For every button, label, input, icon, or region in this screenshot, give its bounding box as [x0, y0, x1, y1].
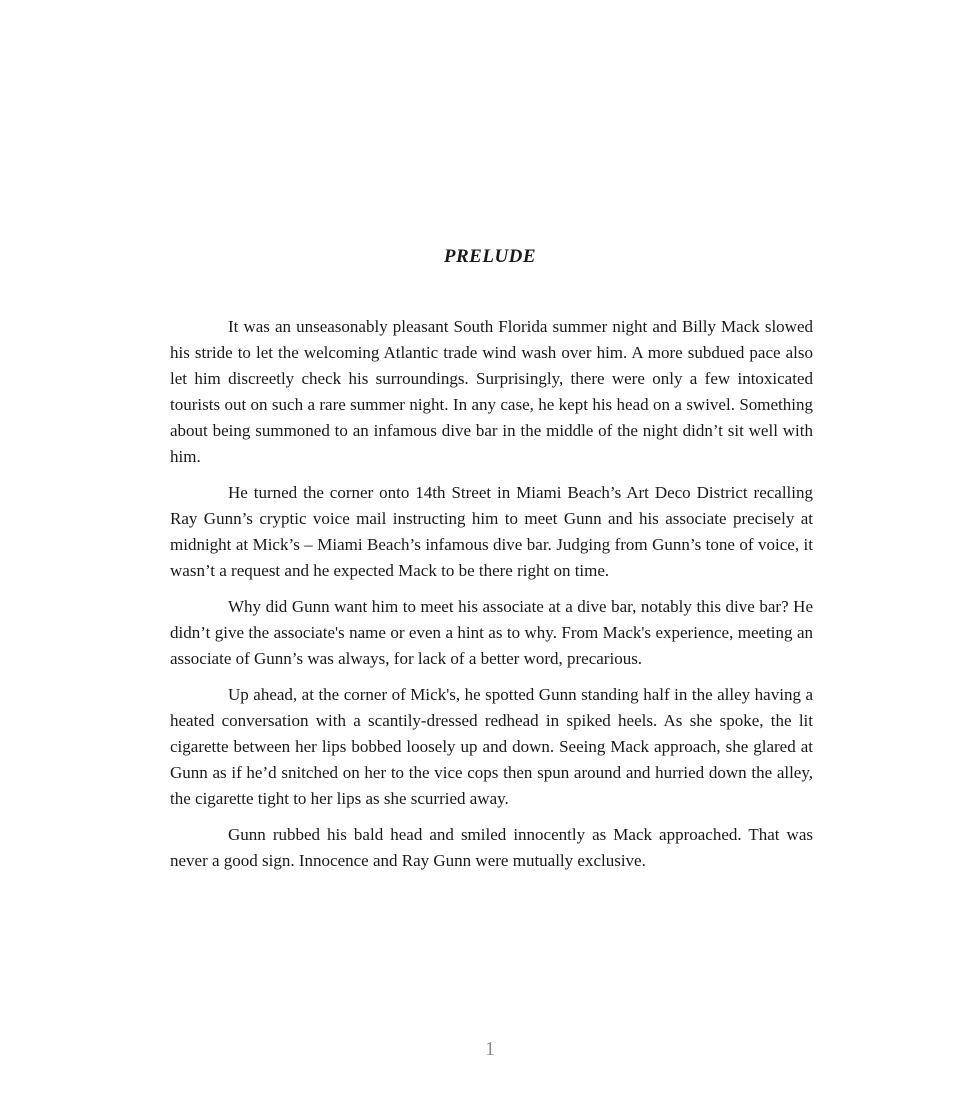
paragraph-3: Why did Gunn want him to meet his associate at a dive bar, notably this dive bar? He didn’t give the associate's name or even a hint as to why. From Mack's experience, meeting an associate of Gunn’s was always, for lack of a better word, precarious. — [170, 597, 813, 668]
paragraph-4: Up ahead, at the corner of Mick's, he spotted Gunn standing half in the alley having a heated conversation with a scantily-dressed redhead in spiked heels. As she spoke, the lit cigarette between her lips bobbed loosely up and down. Seeing Mack approach, she glared at Gunn as if he’d snitched on her to the vice cops then spun around and hurried down the alley, the cigarette tight to her lips as she scurried away. — [170, 685, 813, 808]
paragraph-1: It was an unseasonably pleasant South Florida summer night and Billy Mack slowed his stride to let the welcoming Atlantic trade wind wash over him. A more subdued pace also let him discreetly check his surroundings. Surprisingly, there were only a few intoxicated tourists out on such a rare summer night. In any case, he kept his head on a swivel. Something about being summoned to an infamous dive bar in the middle of the night didn’t sit well with him. — [170, 317, 813, 466]
paragraph-5: Gunn rubbed his bald head and smiled innocently as Mack approached. That was never a good sign. Innocence and Ray Gunn were mutually exclusive. — [170, 825, 813, 870]
chapter-body — [170, 314, 813, 884]
paragraph-2: He turned the corner onto 14th Street in Miami Beach’s Art Deco District recalling Ray Gunn’s cryptic voice mail instructing him to meet Gunn and his associate precisely at midnight at Mick’s – Miami Beach’s infamous dive bar. Judging from Gunn’s tone of voice, it wasn’t a request and he expected Mack to be there right on time. — [170, 483, 813, 580]
chapter-title: PRELUDE — [443, 246, 537, 267]
page-number: 1 — [485, 1038, 495, 1060]
